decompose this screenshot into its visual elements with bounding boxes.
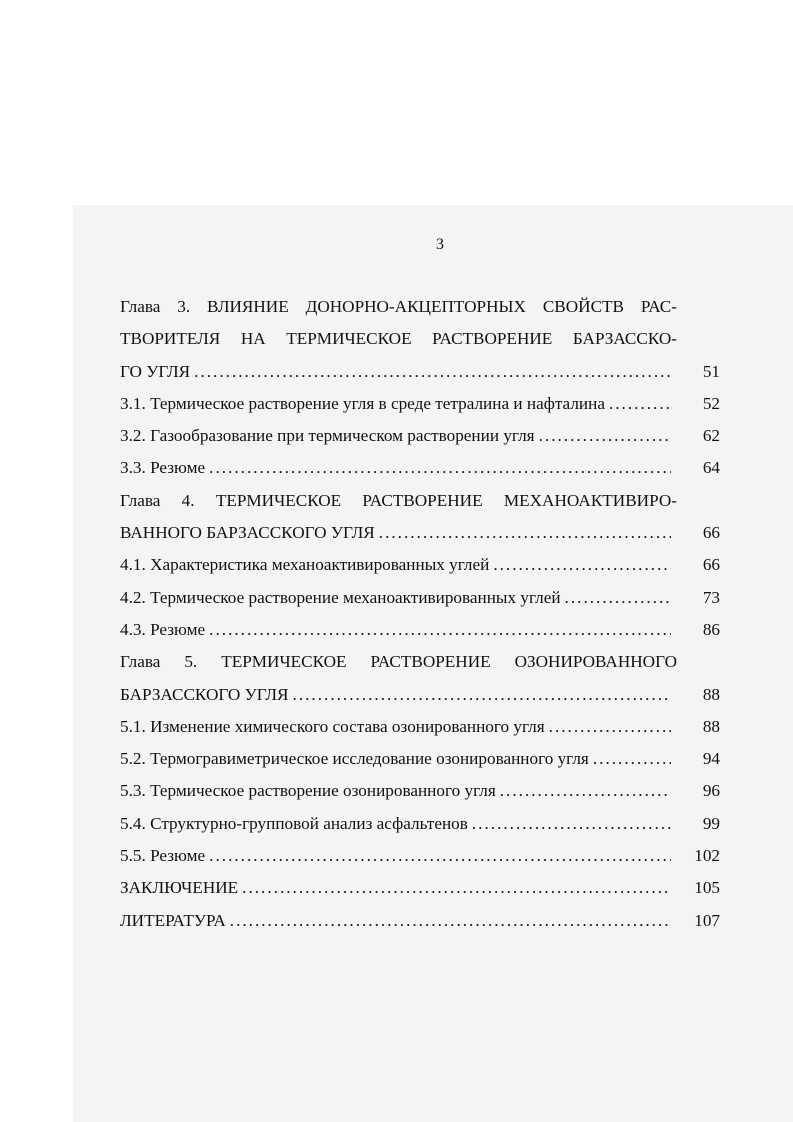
toc-chapter-3-title-2: ТВОРИТЕЛЯ НА ТЕРМИЧЕСКОЕ РАСТВОРЕНИЕ БАРЗАССКО- — [120, 329, 677, 349]
toc-chapter-5-title-1: Глава 5. ТЕРМИЧЕСКОЕ РАСТВОРЕНИЕ ОЗОНИРОВАННОГО — [120, 652, 677, 672]
leader-dots — [539, 420, 671, 452]
toc-entry-4-3[interactable] — [120, 614, 720, 646]
toc-entry-5-3-page: 96 — [702, 781, 720, 801]
toc-entry-5-4-title: 5.4. Структурно-групповой анализ асфальтенов — [120, 813, 468, 833]
leader-dots — [242, 872, 671, 904]
leader-dots — [472, 808, 671, 840]
toc-entry-3-1-page: 52 — [702, 393, 720, 413]
toc-entry-3-2-title: 3.2. Газообразование при термическом растворении угля — [120, 426, 535, 446]
toc-entry-4-2-page: 73 — [702, 587, 720, 607]
toc-chapter-5-title-2: БАРЗАССКОГО УГЛЯ — [120, 684, 289, 704]
toc-entry-5-5[interactable] — [120, 840, 720, 872]
leader-dots — [609, 388, 671, 420]
leader-dots — [379, 517, 671, 549]
toc-chapter-5-line-1 — [120, 646, 720, 678]
toc-entry-5-4-page: 99 — [702, 813, 720, 833]
toc-entry-5-4[interactable] — [120, 808, 720, 840]
toc-chapter-5-page: 88 — [702, 684, 720, 704]
toc-entry-4-1-title: 4.1. Характеристика механоактивированных углей — [120, 555, 490, 575]
toc-entry-3-3[interactable] — [120, 452, 720, 484]
toc-chapter-4-page: 66 — [702, 523, 720, 543]
toc-entry-5-1-page: 88 — [702, 716, 720, 736]
leader-dots — [565, 582, 671, 614]
toc-chapter-3-title-1: Глава 3. ВЛИЯНИЕ ДОНОРНО-АКЦЕПТОРНЫХ СВОЙСТВ РАС- — [120, 297, 677, 316]
toc-chapter-3-page: 51 — [702, 361, 720, 381]
leader-dots — [209, 840, 671, 872]
toc-entry-4-2-title: 4.2. Термическое растворение механоактивированных углей — [120, 587, 561, 607]
toc-chapter-3-line-1 — [120, 291, 720, 323]
leader-dots — [500, 775, 671, 807]
toc-entry-3-3-title: 3.3. Резюме — [120, 458, 206, 478]
toc-entry-conclusion-page: 105 — [694, 878, 720, 898]
toc-entry-5-5-page: 102 — [694, 846, 720, 866]
toc-entry-4-2[interactable] — [120, 582, 720, 614]
toc-chapter-3-line-2 — [120, 323, 720, 355]
toc-entry-3-1-title: 3.1. Термическое растворение угля в среде тетралина и нафталина — [120, 393, 605, 413]
table-of-contents — [120, 291, 720, 937]
toc-chapter-5-line-2[interactable] — [120, 679, 720, 711]
leader-dots — [293, 679, 671, 711]
toc-entry-5-2-page: 94 — [702, 749, 720, 769]
leader-dots — [549, 711, 671, 743]
toc-chapter-4-line-2[interactable] — [120, 517, 720, 549]
toc-entry-4-3-title: 4.3. Резюме — [120, 619, 206, 639]
leader-dots — [493, 549, 671, 581]
toc-entry-5-3[interactable] — [120, 775, 720, 807]
toc-entry-5-1[interactable] — [120, 711, 720, 743]
toc-entry-conclusion-title: ЗАКЛЮЧЕНИЕ — [120, 878, 239, 898]
toc-chapter-4-line-1 — [120, 485, 720, 517]
page-number: 3 — [436, 236, 444, 253]
leader-dots — [194, 356, 671, 388]
toc-chapter-3-title-3: ГО УГЛЯ — [120, 361, 191, 381]
leader-dots — [209, 614, 671, 646]
toc-entry-4-3-page: 86 — [702, 619, 720, 639]
toc-entry-literature-page: 107 — [694, 910, 720, 930]
toc-entry-3-1[interactable] — [120, 388, 720, 420]
toc-entry-3-3-page: 64 — [702, 458, 720, 478]
toc-chapter-3-line-3[interactable] — [120, 356, 720, 388]
toc-entry-literature-title: ЛИТЕРАТУРА — [120, 910, 226, 930]
toc-entry-5-3-title: 5.3. Термическое растворение озонированного угля — [120, 781, 496, 801]
toc-chapter-4-title-2: ВАННОГО БАРЗАССКОГО УГЛЯ — [120, 523, 375, 543]
toc-entry-5-2[interactable] — [120, 743, 720, 775]
leader-dots — [230, 905, 671, 937]
toc-entry-literature[interactable] — [120, 905, 720, 937]
toc-entry-5-2-title: 5.2. Термогравиметрическое исследование озонированного угля — [120, 749, 589, 769]
toc-entry-4-1-page: 66 — [702, 555, 720, 575]
toc-entry-5-1-title: 5.1. Изменение химического состава озонированного угля — [120, 716, 545, 736]
toc-entry-5-5-title: 5.5. Резюме — [120, 846, 206, 866]
toc-entry-3-2[interactable] — [120, 420, 720, 452]
toc-entry-3-2-page: 62 — [702, 426, 720, 446]
leader-dots — [593, 743, 671, 775]
toc-entry-4-1[interactable] — [120, 549, 720, 581]
toc-entry-conclusion[interactable] — [120, 872, 720, 904]
toc-chapter-4-title-1: Глава 4. ТЕРМИЧЕСКОЕ РАСТВОРЕНИЕ МЕХАНОАКТИВИРО- — [120, 490, 677, 510]
leader-dots — [209, 452, 671, 484]
